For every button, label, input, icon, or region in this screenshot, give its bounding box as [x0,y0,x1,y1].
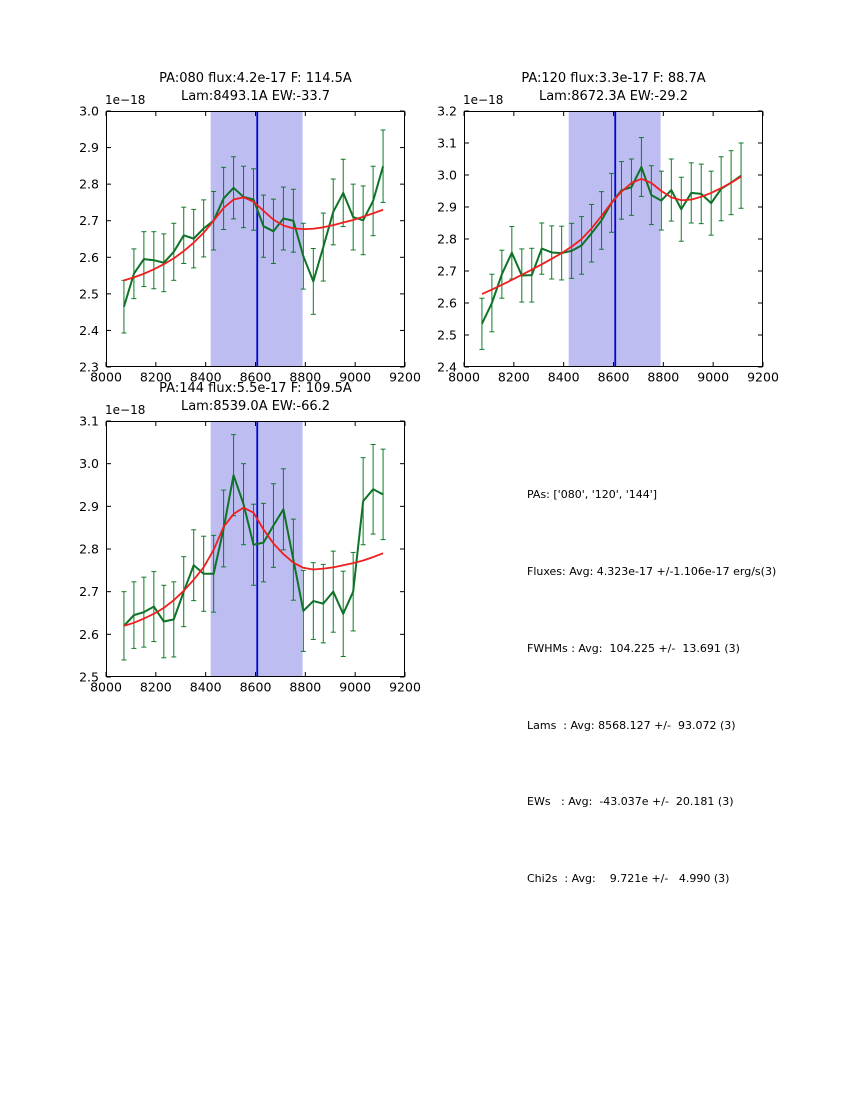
svg-text:9000: 9000 [339,679,372,695]
y-axis-offset-label: 1e−18 [105,403,146,417]
svg-text:2.3: 2.3 [79,359,99,375]
stats-line-fwhms: FWHMs : Avg: 104.225 +/- 13.691 (3) [527,641,740,655]
svg-text:2.6: 2.6 [437,295,457,311]
svg-text:8800: 8800 [647,369,680,385]
stats-line-fluxes: Fluxes: Avg: 4.323e-17 +/-1.106e-17 erg/s(3) [527,564,777,578]
svg-text:2.6: 2.6 [79,249,99,265]
plot-title-line1: PA:080 flux:4.2e-17 F: 114.5A [159,71,352,86]
y-axis-offset-label: 1e−18 [463,93,504,107]
svg-text:9200: 9200 [747,369,779,385]
svg-text:3.0: 3.0 [437,167,457,183]
svg-text:8600: 8600 [239,369,272,385]
subplot-pa120 [437,103,779,385]
svg-text:8800: 8800 [289,679,322,695]
svg-text:9200: 9200 [389,369,421,385]
svg-text:8200: 8200 [497,369,530,385]
plot-title-line2: Lam:8493.1A EW:-33.7 [180,88,331,104]
plot-title-line2: Lam:8539.0A EW:-66.2 [180,398,331,414]
svg-text:3.1: 3.1 [79,413,99,429]
svg-text:3.0: 3.0 [79,103,99,119]
plot-title-line2: Lam:8672.3A EW:-29.2 [538,88,689,104]
plot-title-pa080 [106,70,405,105]
svg-text:8200: 8200 [139,369,172,385]
svg-text:8600: 8600 [239,679,272,695]
svg-text:2.5: 2.5 [437,327,457,343]
svg-text:8400: 8400 [547,369,580,385]
svg-text:8800: 8800 [289,369,322,385]
svg-text:9000: 9000 [697,369,730,385]
plot-title-line1: PA:120 flux:3.3e-17 F: 88.7A [521,71,706,86]
stats-line-ews: EWs : Avg: -43.037e +/- 20.181 (3) [527,795,734,809]
svg-text:2.9: 2.9 [437,199,457,215]
svg-text:2.5: 2.5 [79,669,99,685]
stats-line-pas: PAs: ['080', '120', '144'] [527,488,658,502]
svg-text:2.8: 2.8 [437,231,457,247]
svg-text:9200: 9200 [389,679,421,695]
svg-text:8200: 8200 [139,679,172,695]
svg-text:3.0: 3.0 [79,456,99,472]
svg-text:2.5: 2.5 [79,286,99,302]
plot-title-line1: PA:144 flux:5.5e-17 F: 109.5A [159,381,352,396]
chart-pa120 [437,103,779,385]
svg-text:2.4: 2.4 [437,359,457,375]
svg-text:2.4: 2.4 [79,322,99,338]
plot-title-pa144 [106,380,405,415]
stats-line-chi2s: Chi2s : Avg: 9.721e +/- 4.990 (3) [527,872,730,886]
svg-text:8600: 8600 [597,369,630,385]
chart-pa080 [79,103,421,385]
y-axis-offset-label: 1e−18 [105,93,146,107]
chart-pa144 [79,413,421,695]
svg-text:2.9: 2.9 [79,140,99,156]
svg-text:2.7: 2.7 [79,213,99,229]
plot-title-pa120 [464,70,763,105]
subplot-pa080 [79,103,421,385]
svg-text:8400: 8400 [189,679,222,695]
svg-text:2.8: 2.8 [79,176,99,192]
stats-panel [527,431,776,943]
svg-text:8000: 8000 [448,369,480,385]
svg-text:8000: 8000 [90,679,122,695]
svg-text:2.8: 2.8 [79,541,99,557]
svg-text:9000: 9000 [339,369,372,385]
svg-text:3.2: 3.2 [437,103,457,119]
svg-text:2.6: 2.6 [79,626,99,642]
svg-text:8400: 8400 [189,369,222,385]
stats-line-lams: Lams : Avg: 8568.127 +/- 93.072 (3) [527,718,736,732]
svg-text:3.1: 3.1 [437,135,457,151]
subplot-pa144 [79,413,421,695]
svg-text:8000: 8000 [90,369,122,385]
svg-text:2.7: 2.7 [437,263,457,279]
svg-text:2.7: 2.7 [79,584,99,600]
svg-text:2.9: 2.9 [79,498,99,514]
